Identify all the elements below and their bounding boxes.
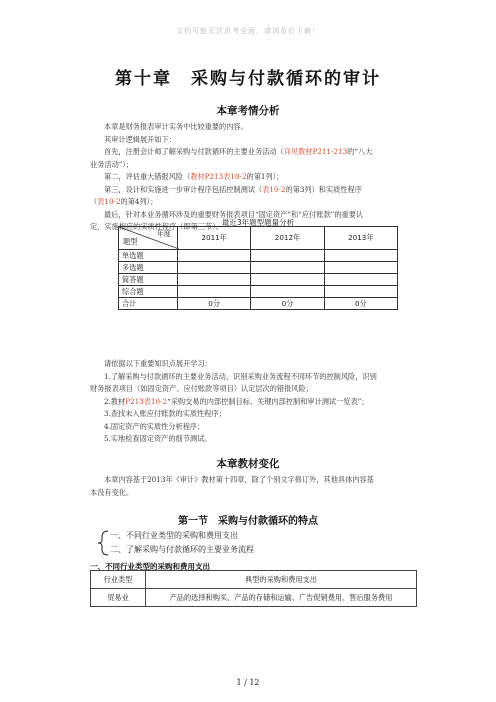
total-label: 合计 (119, 298, 178, 310)
table-cell (178, 262, 251, 274)
table-cell (251, 274, 324, 286)
year-header: 2013年 (324, 227, 397, 250)
textbook-reference-link[interactable]: P213表10-2 (125, 396, 168, 406)
section-outline (96, 528, 396, 558)
diagonal-header-cell (119, 227, 178, 250)
table-header-row (91, 571, 417, 589)
text: 第二，评估重大错报风险（ (104, 172, 191, 181)
year-header: 2012年 (251, 227, 324, 250)
study-point: 4.固定资产的实质性分析程序； (104, 421, 205, 431)
question-type-label: 简答题 (119, 274, 178, 286)
question-type-label: 多选题 (119, 262, 178, 274)
paragraph: 本章是财务报表审计实务中比较重要的内容。 (104, 122, 248, 131)
outline-item[interactable]: 二、了解采购与付款循环的主要业务流程 (110, 545, 254, 554)
question-type-table (118, 226, 398, 310)
table-cell (178, 274, 251, 286)
paragraph: 定，实施相应的实质性程序（即第三节）。 (90, 222, 223, 231)
table-cell (178, 250, 251, 262)
paragraph (90, 146, 420, 159)
study-point (90, 396, 420, 409)
paragraph (90, 171, 420, 184)
table-cell: 0分 (324, 298, 397, 310)
chapter-title: 第十章 采购与付款循环的审计 (115, 69, 381, 89)
text: 2.教材 (104, 396, 126, 406)
section-title: 第一节 采购与付款循环的特点 (178, 516, 318, 527)
text: 首先，注册会计师了解采购与付款循环的主要业务活动（ (104, 147, 284, 156)
table-cell (324, 262, 397, 274)
paragraph: 其审计逻辑展开如下： (104, 134, 176, 144)
textbook-reference-link[interactable]: 教材P213表10-2 (190, 172, 247, 181)
table-cell (324, 286, 397, 298)
table-cell: 0分 (178, 298, 251, 310)
paragraph: 本没有变化。 (90, 487, 134, 497)
column-header: 行业类型 (91, 571, 146, 589)
table-row (91, 589, 417, 607)
question-type-label: 综合题 (119, 286, 178, 298)
paragraph: 业务活动”）； (90, 159, 134, 169)
paragraph (90, 196, 420, 209)
study-point: 1.了解采购与付款循环的主要业务活动，识别采购业务流程不同环节的控制风险，识别 (104, 371, 377, 381)
study-points (90, 358, 420, 446)
study-point: 3.查找未入账应付账款的实质性程序； (104, 409, 226, 418)
table-cell: 0分 (251, 298, 324, 310)
text: “采购交易的内部控制目标、关键内部控制和审计测试一览表”； (167, 396, 369, 406)
year-table-caption: 最近3年题型题量分析 (221, 218, 295, 227)
paragraph: 本章内容基于2013年《审计》教材第十四章，除了个别文字修订外，其他具体内容基 (104, 475, 374, 484)
paragraph (90, 184, 420, 197)
textbook-reference-link[interactable]: 详见教材P211-213 (283, 147, 348, 156)
industry-cost-table (90, 570, 417, 607)
paragraph: 最后，针对本业务循环涉及的重要财务报表项目“固定资产”和“应付账款”的重要认 (104, 209, 364, 219)
table-total-row (119, 298, 398, 310)
year-header: 2011年 (178, 227, 251, 250)
text: （ (90, 197, 98, 206)
text: 的第3列）和实质性程序 (285, 184, 362, 194)
material-changes-body (90, 474, 420, 499)
column-header: 典型的采购和费用支出 (146, 571, 417, 589)
exam-analysis-heading: 本章考情分析 (216, 105, 280, 117)
text: 第三，设计和实施进一步审计程序包括控制测试（ (104, 184, 263, 194)
table-row (119, 250, 398, 262)
subsection-title: 一、不同行业类型的采购和费用支出 (90, 562, 210, 571)
page-number: 1 / 12 (236, 678, 260, 687)
table-cell (251, 262, 324, 274)
table-cell (251, 286, 324, 298)
text: 的第4列）； (120, 197, 158, 206)
table-cell (324, 250, 397, 262)
study-point: 财务报表项目（如固定资产、应付账款等项目）认定层次的错报风险； (90, 384, 313, 393)
study-points-intro: 请依据以下重要知识点展开学习： (104, 359, 212, 368)
table-row (119, 286, 398, 298)
watermark: 文档可能无法思考全面，请浏览后下载！ (176, 27, 320, 35)
study-point: 5.实地检查固定资产的细节测试。 (104, 434, 212, 443)
outline-item[interactable]: 一、不同行业类型的采购和费用支出 (110, 531, 238, 540)
table-cell (251, 250, 324, 262)
expenditure-cell: 产品的选择和购买、产品的存储和运输、广告促销费用、售后服务费用 (146, 589, 417, 607)
industry-type-cell: 贸易业 (91, 589, 146, 607)
table-row (119, 262, 398, 274)
table-cell (178, 286, 251, 298)
table-header-row (119, 227, 398, 250)
table-reference-link[interactable]: 表10-2 (97, 197, 121, 206)
table-cell (324, 274, 397, 286)
corner-label-year: 年度 (156, 229, 171, 238)
table-row (119, 274, 398, 286)
text: 的第1列）； (246, 172, 284, 181)
question-type-label: 单选题 (119, 250, 178, 262)
corner-label-type: 题型 (123, 237, 138, 246)
table-reference-link[interactable]: 表10-2 (262, 184, 286, 194)
material-changes-heading: 本章教材变化 (216, 458, 280, 470)
text: 的“八大 (347, 147, 373, 156)
